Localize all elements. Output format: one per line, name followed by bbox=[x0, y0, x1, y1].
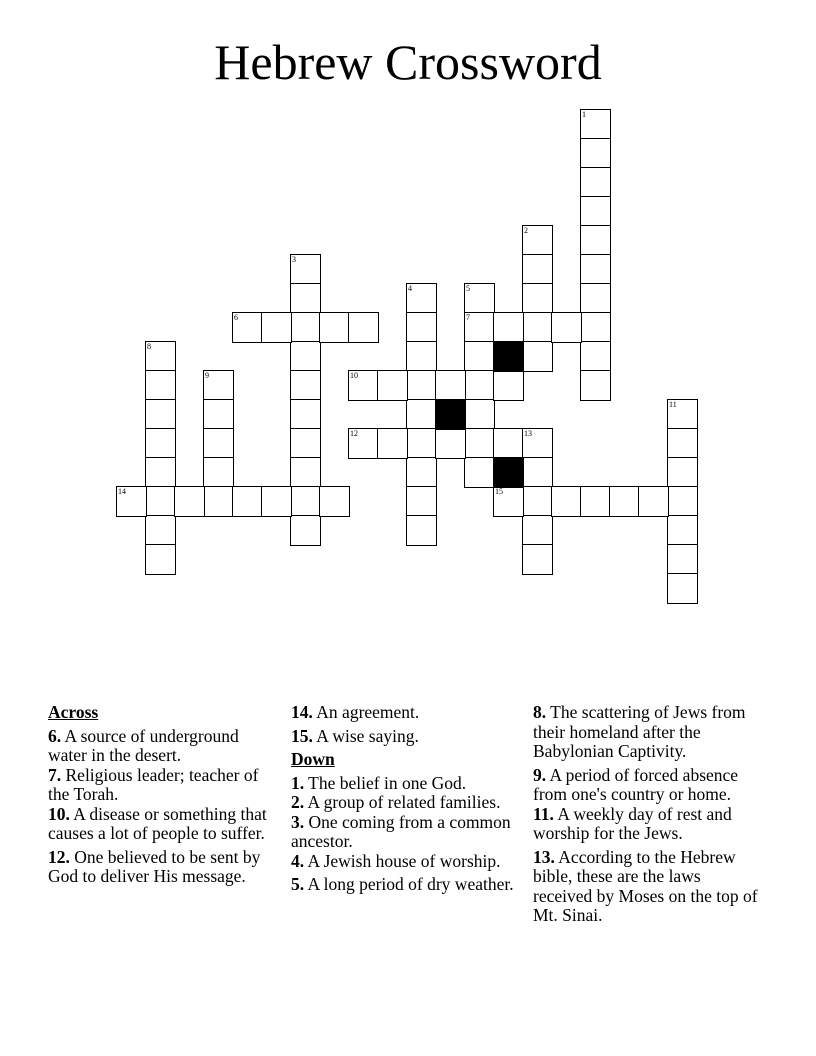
clue-number-label: 2 bbox=[524, 226, 528, 235]
clue-across-15 bbox=[291, 727, 519, 747]
clue-number: 14. bbox=[291, 702, 313, 722]
clue-text: One coming from a common ancestor. bbox=[291, 811, 511, 851]
grid-cell[interactable] bbox=[145, 544, 176, 575]
clue-text: A source of underground water in the desert. bbox=[48, 725, 239, 765]
clue-number-label: 1 bbox=[582, 110, 586, 119]
grid-cell[interactable] bbox=[261, 486, 292, 517]
clue-number-label: 8 bbox=[147, 342, 151, 351]
clue-number-label: 6 bbox=[234, 313, 238, 322]
clue-number: 3. bbox=[291, 811, 305, 832]
grid-cell[interactable] bbox=[290, 515, 321, 546]
across-heading: Across bbox=[48, 702, 99, 722]
grid-cell[interactable] bbox=[290, 341, 321, 372]
clue-number: 6. bbox=[48, 725, 62, 746]
grid-cell[interactable] bbox=[580, 196, 611, 227]
grid-cell[interactable] bbox=[290, 399, 321, 430]
grid-cell[interactable] bbox=[406, 428, 437, 459]
clue-text: A group of related families. bbox=[304, 792, 501, 812]
grid-cell[interactable] bbox=[290, 283, 321, 314]
grid-cell[interactable] bbox=[522, 312, 553, 343]
grid-cell[interactable] bbox=[580, 486, 611, 517]
grid-cell[interactable] bbox=[522, 486, 553, 517]
clue-number-label: 15 bbox=[495, 487, 503, 496]
clue-number: 13. bbox=[533, 846, 555, 867]
grid-cell[interactable] bbox=[580, 312, 611, 343]
grid-cell[interactable] bbox=[464, 312, 495, 343]
clue-down-5 bbox=[291, 875, 519, 895]
grid-cell[interactable] bbox=[435, 428, 466, 459]
clue-down-11 bbox=[533, 805, 761, 844]
clue-across-7 bbox=[48, 766, 276, 805]
clue-number-label: 11 bbox=[669, 400, 677, 409]
grid-cell[interactable] bbox=[290, 486, 321, 517]
grid-cell[interactable] bbox=[203, 399, 234, 430]
grid-cell[interactable] bbox=[464, 341, 495, 372]
black-square bbox=[493, 341, 524, 372]
clue-number-label: 4 bbox=[408, 284, 412, 293]
clue-text: An agreement. bbox=[312, 702, 420, 722]
clue-number: 1. bbox=[291, 772, 305, 793]
clue-down-9 bbox=[533, 766, 761, 805]
clue-number: 8. bbox=[533, 702, 547, 722]
clue-down-4 bbox=[291, 852, 519, 872]
grid-cell[interactable] bbox=[406, 283, 437, 314]
page-title: Hebrew Crossword bbox=[214, 34, 602, 90]
grid-cell[interactable] bbox=[580, 370, 611, 401]
black-square bbox=[435, 399, 466, 430]
clue-across-10 bbox=[48, 805, 276, 844]
grid-cell[interactable] bbox=[580, 109, 611, 140]
grid-cell[interactable] bbox=[667, 457, 698, 488]
clue-down-8 bbox=[533, 703, 761, 762]
grid-cell[interactable] bbox=[377, 428, 408, 459]
clue-number: 4. bbox=[291, 850, 305, 871]
clue-down-3 bbox=[291, 813, 519, 852]
grid-cell[interactable] bbox=[522, 283, 553, 314]
clue-down-13 bbox=[533, 848, 761, 926]
grid-cell[interactable] bbox=[464, 399, 495, 430]
clue-number-label: 5 bbox=[466, 284, 470, 293]
grid-cell[interactable] bbox=[493, 428, 524, 459]
clue-across-14 bbox=[291, 703, 519, 723]
grid-cell[interactable] bbox=[522, 428, 553, 459]
grid-cell[interactable] bbox=[232, 312, 263, 343]
grid-cell[interactable] bbox=[406, 515, 437, 546]
clue-number: 15. bbox=[291, 725, 313, 746]
clue-number: 7. bbox=[48, 764, 62, 785]
clue-text: The belief in one God. bbox=[304, 772, 467, 793]
black-square bbox=[493, 457, 524, 488]
grid-cell[interactable] bbox=[551, 312, 582, 343]
grid-cell[interactable] bbox=[435, 370, 466, 401]
grid-cell[interactable] bbox=[464, 283, 495, 314]
clue-number-label: 13 bbox=[524, 429, 532, 438]
clue-text: A disease or something that causes a lot of people to suffer. bbox=[48, 803, 267, 843]
clue-text: The scattering of Jews from their homeland after the Babylonian Captivity. bbox=[533, 702, 746, 761]
down-heading: Down bbox=[291, 749, 335, 769]
grid-cell[interactable] bbox=[145, 341, 176, 372]
grid-cell[interactable] bbox=[667, 486, 698, 517]
grid-cell[interactable] bbox=[522, 515, 553, 546]
clue-text: According to the Hebrew bible, these are the laws received by Moses on the top of Mt. Sinai. bbox=[533, 846, 758, 925]
grid-cell[interactable] bbox=[261, 312, 292, 343]
clues-column-3 bbox=[533, 703, 761, 930]
grid-cell[interactable] bbox=[580, 341, 611, 372]
grid-cell[interactable] bbox=[522, 544, 553, 575]
clue-number-label: 12 bbox=[350, 429, 358, 438]
grid-cell[interactable] bbox=[667, 573, 698, 604]
grid-cell[interactable] bbox=[348, 312, 379, 343]
grid-cell[interactable] bbox=[203, 486, 234, 517]
clue-number: 2. bbox=[291, 792, 305, 812]
grid-cell[interactable] bbox=[348, 370, 379, 401]
grid-cell[interactable] bbox=[145, 370, 176, 401]
clue-number-label: 14 bbox=[118, 487, 126, 496]
grid-cell[interactable] bbox=[319, 312, 350, 343]
grid-cell[interactable] bbox=[493, 312, 524, 343]
grid-cell[interactable] bbox=[464, 457, 495, 488]
grid-cell[interactable] bbox=[232, 486, 263, 517]
clue-number: 12. bbox=[48, 846, 70, 867]
clue-number: 11. bbox=[533, 803, 554, 824]
grid-cell[interactable] bbox=[580, 138, 611, 169]
grid-cell[interactable] bbox=[145, 457, 176, 488]
clues-column-1 bbox=[48, 703, 276, 891]
grid-cell[interactable] bbox=[522, 254, 553, 285]
grid-cell[interactable] bbox=[667, 399, 698, 430]
grid-cell[interactable] bbox=[522, 225, 553, 256]
grid-cell[interactable] bbox=[145, 428, 176, 459]
grid-cell[interactable] bbox=[522, 341, 553, 372]
clue-number-label: 7 bbox=[466, 313, 470, 322]
grid-cell[interactable] bbox=[638, 486, 669, 517]
grid-cell[interactable] bbox=[290, 370, 321, 401]
grid-cell[interactable] bbox=[290, 254, 321, 285]
clue-text: A weekly day of rest and worship for the Jews. bbox=[533, 803, 732, 843]
clue-across-6 bbox=[48, 727, 276, 766]
grid-cell[interactable] bbox=[203, 457, 234, 488]
grid-cell[interactable] bbox=[522, 457, 553, 488]
clue-text: One believed to be sent by God to deliver His message. bbox=[48, 846, 261, 886]
clue-number: 9. bbox=[533, 764, 547, 785]
clue-text: A wise saying. bbox=[312, 725, 419, 746]
grid-cell[interactable] bbox=[464, 428, 495, 459]
grid-cell[interactable] bbox=[493, 370, 524, 401]
grid-cell[interactable] bbox=[580, 225, 611, 256]
grid-cell[interactable] bbox=[580, 283, 611, 314]
grid-cell[interactable] bbox=[290, 457, 321, 488]
grid-cell[interactable] bbox=[406, 370, 437, 401]
grid-cell[interactable] bbox=[290, 312, 321, 343]
clue-text: Religious leader; teacher of the Torah. bbox=[48, 764, 259, 804]
grid-cell[interactable] bbox=[145, 486, 176, 517]
grid-cell[interactable] bbox=[145, 399, 176, 430]
grid-cell[interactable] bbox=[580, 167, 611, 198]
clues-column-2 bbox=[291, 703, 519, 899]
grid-cell[interactable] bbox=[348, 428, 379, 459]
clue-number: 10. bbox=[48, 803, 70, 824]
grid-cell[interactable] bbox=[406, 486, 437, 517]
grid-cell[interactable] bbox=[464, 370, 495, 401]
grid-cell[interactable] bbox=[406, 312, 437, 343]
grid-cell[interactable] bbox=[667, 544, 698, 575]
grid-cell[interactable] bbox=[406, 457, 437, 488]
clue-text: A long period of dry weather. bbox=[304, 874, 514, 894]
grid-cell[interactable] bbox=[203, 370, 234, 401]
clue-text: A Jewish house of worship. bbox=[304, 850, 501, 871]
grid-cell[interactable] bbox=[406, 399, 437, 430]
grid-cell[interactable] bbox=[551, 486, 582, 517]
grid-cell[interactable] bbox=[667, 428, 698, 459]
grid-cell[interactable] bbox=[580, 254, 611, 285]
clue-down-1 bbox=[291, 774, 519, 794]
grid-cell[interactable] bbox=[406, 341, 437, 372]
grid-cell[interactable] bbox=[145, 515, 176, 546]
grid-cell[interactable] bbox=[290, 428, 321, 459]
grid-cell[interactable] bbox=[377, 370, 408, 401]
clue-number: 5. bbox=[291, 874, 305, 894]
grid-cell[interactable] bbox=[493, 486, 524, 517]
clue-number-label: 10 bbox=[350, 371, 358, 380]
clue-number-label: 3 bbox=[292, 255, 296, 264]
clue-number-label: 9 bbox=[205, 371, 209, 380]
clue-text: A period of forced absence from one's country or home. bbox=[533, 764, 739, 804]
grid-cell[interactable] bbox=[116, 486, 147, 517]
grid-cell[interactable] bbox=[203, 428, 234, 459]
grid-cell[interactable] bbox=[174, 486, 205, 517]
grid-cell[interactable] bbox=[319, 486, 350, 517]
grid-cell[interactable] bbox=[667, 515, 698, 546]
grid-cell[interactable] bbox=[609, 486, 640, 517]
clue-down-2 bbox=[291, 793, 519, 813]
clue-across-12 bbox=[48, 848, 276, 887]
